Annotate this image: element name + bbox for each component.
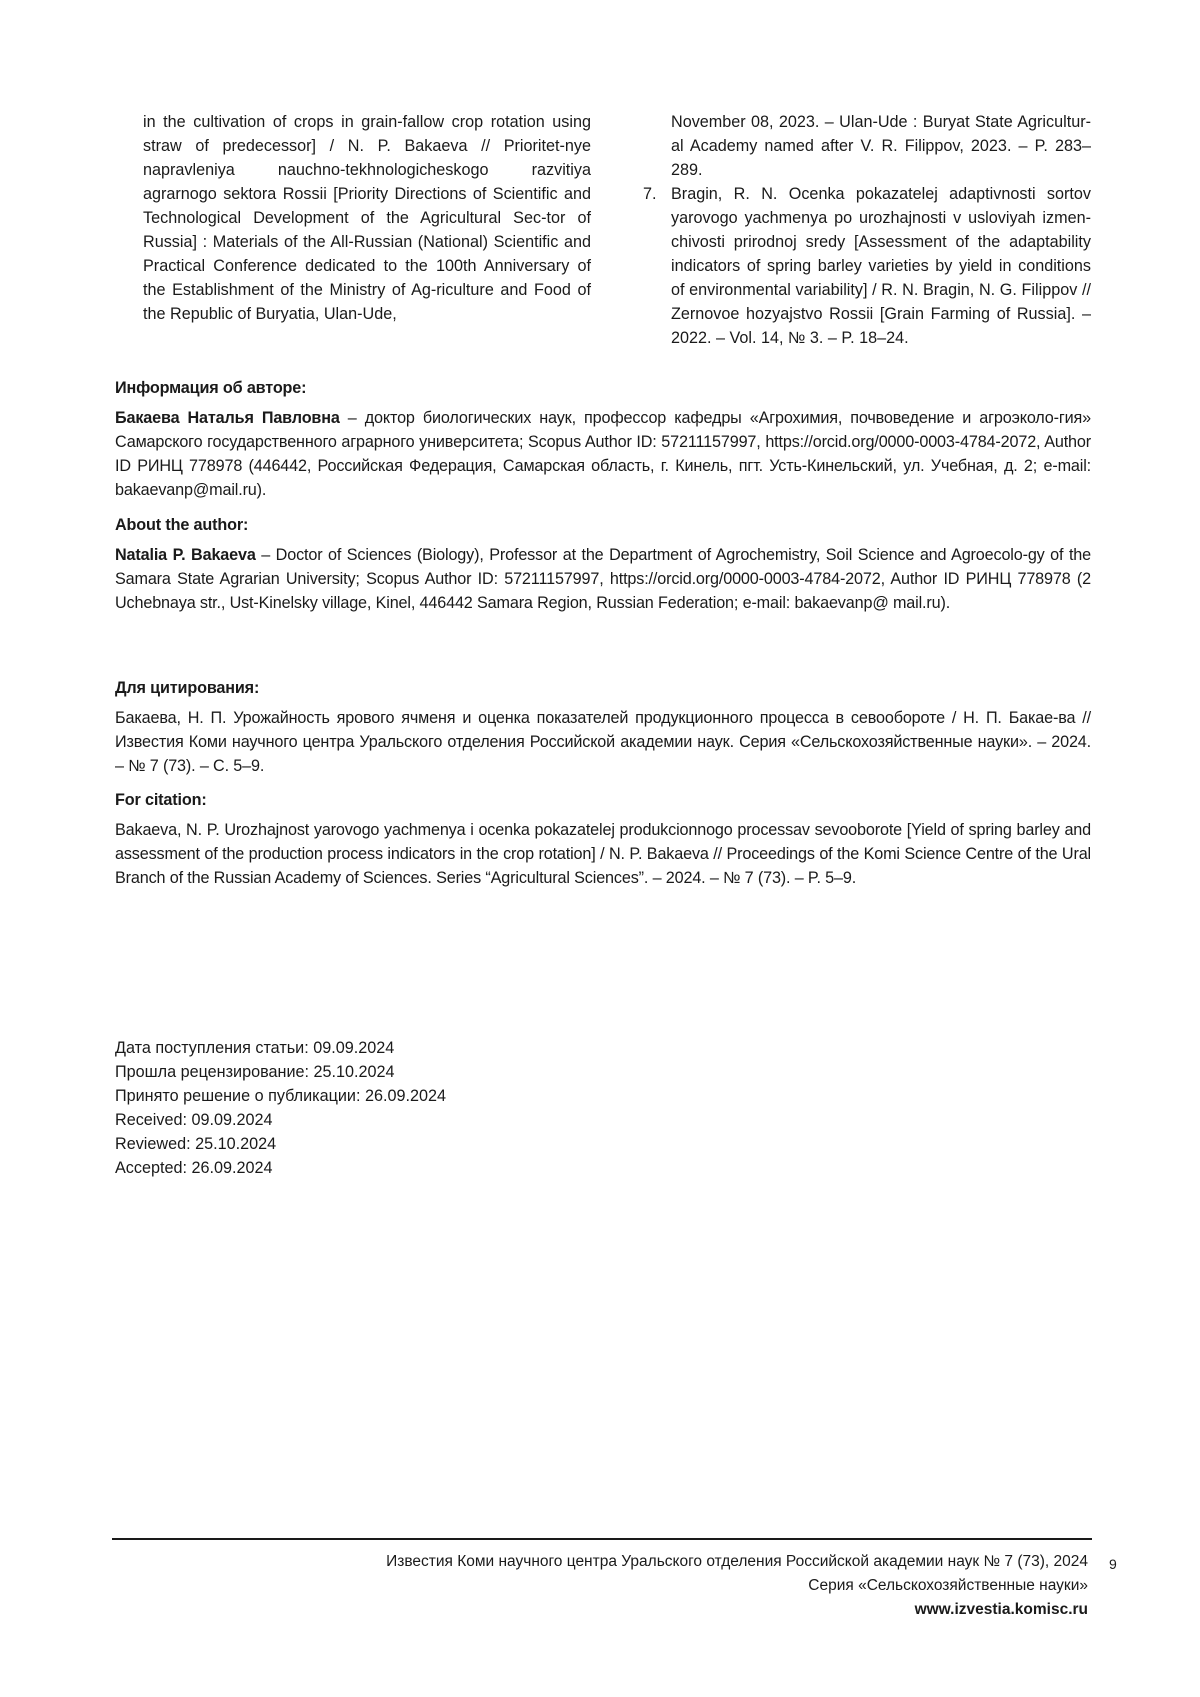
citation-ru-text: Бакаева, Н. П. Урожайность ярового ячменя и оценка показателей продукционного процесса в севообороте / Н. П. Бакае-ва // Известия Коми научного центра Уральского отделения Российской академии наук. Серия «Сельскохозяйственные науки». – 2024. – № 7 (73). – С. 5–9. bbox=[115, 706, 1091, 778]
references-block bbox=[143, 110, 1091, 350]
author-info-ru-text bbox=[115, 406, 1091, 502]
reference-6-end: November 08, 2023. – Ulan-Ude : Buryat State Agricultur-al Academy named after V. R. Filippov, 2023. – P. 283–289. bbox=[643, 110, 1091, 182]
citation-en bbox=[115, 788, 1091, 890]
page-number: 9 bbox=[1109, 1556, 1117, 1572]
reference-6-continuation: in the cultivation of crops in grain-fallow crop rotation using straw of predecessor] / N. P. Bakaeva // Prioritet-nye napravleniya nauchno-tekhnologicheskogo razvitiya agrarnogo sektora Rossii [Priority Directions of Scientific and Technological Development of the Agricultural Sec-tor of Russia] : Materials of the All-Russian (National) Scientific and Practical Conference dedicated to the 100th Anniversary of the Establishment of the Ministry of Ag-riculture and Food of the Republic of Buryatia, Ulan-Ude, bbox=[143, 110, 591, 326]
received-date-ru: Дата поступления статьи: 09.09.2024 bbox=[115, 1036, 446, 1060]
references-left-column bbox=[143, 110, 591, 350]
author-details-en: – Doctor of Sciences (Biology), Professor at the Department of Agrochemistry, Soil Science and Agroecolo-gy of the Samara State Agrarian University; Scopus Author ID: 57211157997, https://orcid.org/0000-0003-4784-2072, Author ID РИНЦ 778978 (2 Uchebnaya str., Ust-Kinelsky village, Kinel, 446442 Samara Region, Russian Federation; e-mail: bakaevanp@ mail.ru). bbox=[115, 546, 1091, 612]
footer-divider bbox=[112, 1538, 1092, 1540]
accepted-date-ru: Принято решение о публикации: 26.09.2024 bbox=[115, 1084, 446, 1108]
citation-ru-heading: Для цитирования: bbox=[115, 676, 1091, 700]
author-info-ru bbox=[115, 376, 1091, 502]
article-dates bbox=[115, 1036, 446, 1180]
reviewed-date-ru: Прошла рецензирование: 25.10.2024 bbox=[115, 1060, 446, 1084]
author-info-en-heading: About the author: bbox=[115, 513, 1091, 537]
author-name-en: Natalia P. Bakaeva bbox=[115, 546, 256, 564]
reference-7-text: Bragin, R. N. Ocenka pokazatelej adaptivnosti sortov yarovogo yachmenya po urozhajnosti v usloviyah izmen-chivosti prirodnoj sredy [Assessment of the adaptability indicators of spring barley varieties by yield in conditions of environmental variability] / R. N. Bragin, N. G. Filippov // Zernovoe hozyajstvo Rossii [Grain Farming of Russia]. – 2022. – Vol. 14, № 3. – P. 18–24. bbox=[671, 185, 1091, 347]
author-details-ru: – доктор биологических наук, профессор кафедры «Агрохимия, почвоведение и агроэколо-гия» Самарского государственного аграрного университета; Scopus Author ID: 57211157997, https://orcid.org/0000-0003-4784-2072, Author ID РИНЦ 778978 (446442, Российская Федерация, Самарская область, г. Кинель, пгт. Усть-Кинельский, ул. Учебная, д. 2; e-mail: bakaevanp@mail.ru). bbox=[115, 409, 1091, 499]
accepted-date-en: Accepted: 26.09.2024 bbox=[115, 1156, 446, 1180]
citation-ru bbox=[115, 676, 1091, 778]
reviewed-date-en: Reviewed: 25.10.2024 bbox=[115, 1132, 446, 1156]
document-page bbox=[0, 0, 1200, 1697]
citation-en-text: Bakaeva, N. P. Urozhajnost yarovogo yachmenya i ocenka pokazatelej produkcionnogo processav sevooborote [Yield of spring barley and assessment of the production process indicators in the crop rotation] / N. P. Bakaeva // Proceedings of the Komi Science Centre of the Ural Branch of the Russian Academy of Sciences. Series “Agricultural Sciences”. – 2024. – № 7 (73). – P. 5–9. bbox=[115, 818, 1091, 890]
footer-series: Серия «Сельскохозяйственные науки» bbox=[386, 1574, 1088, 1598]
page-footer bbox=[386, 1550, 1088, 1622]
author-name-ru: Бакаева Наталья Павловна bbox=[115, 409, 340, 427]
references-right-column bbox=[643, 110, 1091, 350]
reference-7 bbox=[643, 182, 1091, 350]
author-info-en bbox=[115, 513, 1091, 615]
received-date-en: Received: 09.09.2024 bbox=[115, 1108, 446, 1132]
author-info-ru-heading: Информация об авторе: bbox=[115, 376, 1091, 400]
reference-7-number: 7. bbox=[643, 182, 657, 206]
author-info-en-text bbox=[115, 543, 1091, 615]
citation-en-heading: For citation: bbox=[115, 788, 1091, 812]
footer-journal-title: Известия Коми научного центра Уральского отделения Российской академии наук № 7 (73), 2024 bbox=[386, 1550, 1088, 1574]
footer-url[interactable]: www.izvestia.komisc.ru bbox=[386, 1598, 1088, 1622]
